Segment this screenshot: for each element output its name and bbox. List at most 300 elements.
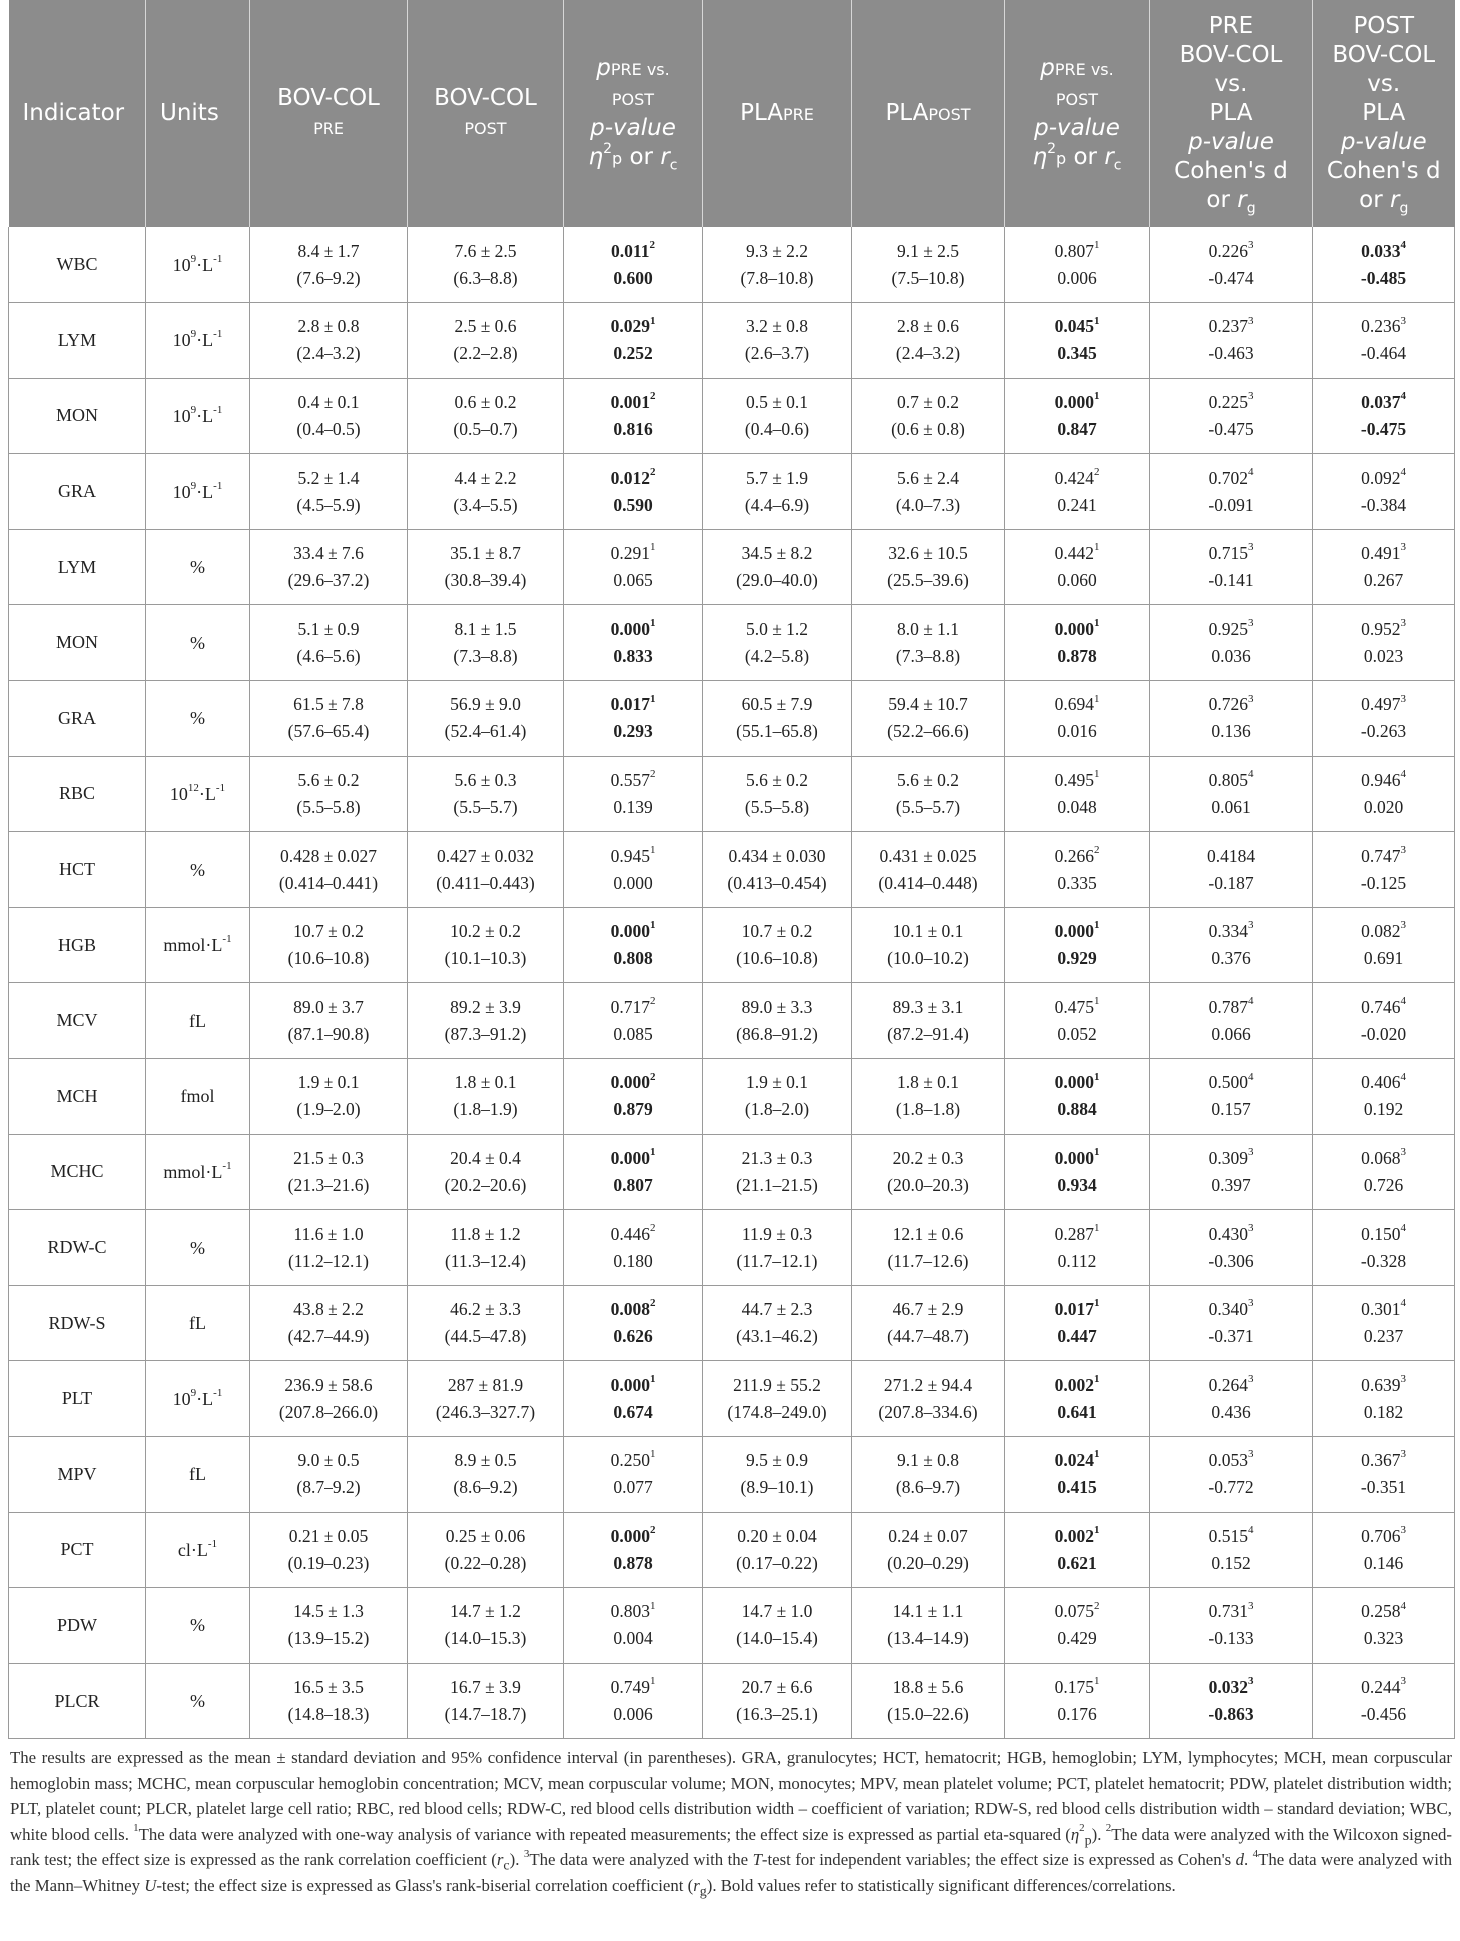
- cell-pla-pre: [703, 303, 852, 379]
- mean-sd: 18.8 ± 5.6: [892, 1677, 964, 1698]
- p-value: 0.000: [1054, 1072, 1094, 1093]
- cell-indicator: MON: [9, 378, 146, 454]
- cell-p-bov: [564, 1134, 703, 1210]
- effect-size: 0.626: [613, 1326, 653, 1347]
- mean-sd: 1.8 ± 0.1: [896, 1072, 960, 1093]
- p-value: 0.805: [1208, 769, 1248, 790]
- cell-indicator: HCT: [9, 832, 146, 908]
- cell-p-bov: [564, 303, 703, 379]
- cell-unit: [146, 454, 250, 530]
- p-value: 0.082: [1361, 921, 1401, 942]
- confidence-interval: (44.7–48.7): [887, 1326, 969, 1347]
- effect-size: -0.020: [1360, 1023, 1407, 1044]
- effect-size: 0.085: [613, 1023, 653, 1044]
- cell-pla-post: [852, 227, 1005, 303]
- effect-size: -0.464: [1360, 343, 1407, 364]
- mean-sd: 2.8 ± 0.8: [297, 316, 360, 337]
- test-marker: 4: [1400, 1297, 1406, 1310]
- mean-sd: 43.8 ± 2.2: [293, 1299, 364, 1320]
- test-marker: 1: [1093, 1448, 1100, 1461]
- mean-sd: 211.9 ± 55.2: [733, 1374, 821, 1395]
- effect-size: 0.136: [1211, 721, 1251, 742]
- cell-bov-col-pre: [250, 681, 408, 757]
- p-value: 0.150: [1361, 1223, 1401, 1244]
- unit-base: fL: [189, 1464, 206, 1485]
- confidence-interval: (8.6–9.7): [895, 1477, 961, 1498]
- test-marker: 1: [649, 1146, 656, 1159]
- test-marker: 3: [1400, 1675, 1406, 1688]
- unit-sup2: -1: [213, 1386, 223, 1399]
- p-value: 0.175: [1054, 1677, 1094, 1698]
- p-value: 0.291: [610, 543, 650, 564]
- unit-base: %: [190, 708, 205, 729]
- unit-sup: 9: [190, 1386, 197, 1399]
- cell-unit: [146, 1285, 250, 1361]
- mean-sd: 16.7 ± 3.9: [450, 1677, 521, 1698]
- cell-pla-pre: [703, 983, 852, 1059]
- mean-sd: 16.5 ± 3.5: [293, 1677, 364, 1698]
- confidence-interval: (0.19–0.23): [287, 1552, 370, 1573]
- cell-pla-post: [852, 832, 1005, 908]
- effect-size: -0.263: [1360, 721, 1407, 742]
- table-row: [9, 983, 1455, 1059]
- cell-p-bov: [564, 605, 703, 681]
- cell-pla-post: [852, 1361, 1005, 1437]
- p-value: 0.017: [1054, 1299, 1094, 1320]
- mean-sd: 1.8 ± 0.1: [454, 1072, 517, 1093]
- cell-pla-pre: [703, 1285, 852, 1361]
- table-row: [9, 1512, 1455, 1588]
- confidence-interval: (2.4–3.2): [296, 343, 361, 364]
- cell-pla-pre: [703, 227, 852, 303]
- confidence-interval: (0.4–0.5): [296, 418, 361, 439]
- p-value: 0.000: [610, 921, 650, 942]
- header-bov-col-post: BOV-COL POST: [408, 0, 564, 227]
- mean-sd: 12.1 ± 0.6: [892, 1223, 964, 1244]
- effect-size: -0.485: [1360, 267, 1407, 288]
- cell-pla-post: [852, 1663, 1005, 1739]
- confidence-interval: (55.1–65.8): [736, 721, 818, 742]
- p-value: 0.945: [610, 845, 650, 866]
- cell-pla-post: [852, 983, 1005, 1059]
- mean-sd: 89.2 ± 3.9: [450, 996, 521, 1017]
- effect-size: -0.863: [1208, 1704, 1254, 1725]
- effect-size: 0.878: [613, 1552, 653, 1573]
- confidence-interval: (87.1–90.8): [287, 1023, 370, 1044]
- table-body: [9, 227, 1455, 1739]
- test-marker: 3: [1247, 692, 1254, 705]
- table-row: [9, 1361, 1455, 1437]
- confidence-interval: (11.7–12.6): [887, 1250, 969, 1271]
- cell-bov-col-post: [408, 756, 564, 832]
- mean-sd: 34.5 ± 8.2: [741, 543, 813, 564]
- mean-sd: 10.1 ± 0.1: [892, 921, 964, 942]
- mean-sd: 0.6 ± 0.2: [454, 391, 517, 412]
- unit-base: 10: [172, 330, 191, 351]
- cell-post-comparison: [1313, 378, 1455, 454]
- cell-unit: [146, 227, 250, 303]
- p-value: 0.000: [610, 618, 650, 639]
- unit-base: %: [190, 859, 205, 880]
- p-value: 0.266: [1054, 845, 1094, 866]
- p-value: 0.715: [1208, 543, 1248, 564]
- effect-size: -0.463: [1208, 343, 1254, 364]
- cell-p-pla: [1005, 1285, 1150, 1361]
- cell-pla-pre: [703, 378, 852, 454]
- effect-size: 0.052: [1057, 1023, 1097, 1044]
- cell-p-bov: [564, 529, 703, 605]
- cell-unit: [146, 1134, 250, 1210]
- effect-size: -0.475: [1360, 418, 1407, 439]
- mean-sd: 5.2 ± 1.4: [297, 467, 360, 488]
- p-value: 0.749: [610, 1677, 650, 1698]
- confidence-interval: (87.3–91.2): [444, 1023, 527, 1044]
- unit-base: 10: [172, 1388, 191, 1409]
- effect-size: 0.267: [1363, 570, 1404, 591]
- unit-rest: ·L: [196, 254, 214, 275]
- cell-p-bov: [564, 681, 703, 757]
- cell-p-bov: [564, 983, 703, 1059]
- test-marker: 3: [1400, 1448, 1406, 1461]
- p-value: 0.002: [1054, 1525, 1094, 1546]
- effect-size: 0.674: [613, 1401, 653, 1422]
- mean-sd: 61.5 ± 7.8: [293, 694, 364, 715]
- cell-p-pla: [1005, 605, 1150, 681]
- test-marker: 4: [1400, 238, 1406, 251]
- mean-sd: 0.434 ± 0.030: [728, 845, 826, 866]
- unit-base: %: [190, 557, 205, 578]
- cell-p-bov: [564, 1663, 703, 1739]
- cell-p-pla: [1005, 1361, 1150, 1437]
- cell-p-pla: [1005, 832, 1150, 908]
- test-marker: 2: [649, 994, 656, 1007]
- p-value: 0.491: [1361, 543, 1401, 564]
- confidence-interval: (0.22–0.28): [444, 1552, 527, 1573]
- confidence-interval: (0.411–0.443): [436, 872, 535, 893]
- p-value: 0.497: [1361, 694, 1401, 715]
- test-marker: 1: [649, 314, 656, 327]
- cell-p-pla: [1005, 681, 1150, 757]
- effect-size: 0.048: [1057, 796, 1097, 817]
- unit-sup: 9: [190, 252, 197, 265]
- p-value: 0.430: [1208, 1223, 1248, 1244]
- p-value: 0.515: [1208, 1525, 1248, 1546]
- p-value: 0.011: [611, 240, 650, 261]
- effect-size: -0.306: [1208, 1250, 1254, 1271]
- table-container: [8, 0, 1454, 1898]
- effect-size: 0.879: [613, 1099, 653, 1120]
- p-value: 0.092: [1361, 467, 1401, 488]
- unit-sup2: -1: [215, 781, 226, 794]
- cell-pla-post: [852, 1437, 1005, 1513]
- effect-size: 0.833: [613, 645, 653, 666]
- cell-p-pla: [1005, 227, 1150, 303]
- cell-indicator: HGB: [9, 907, 146, 983]
- test-marker: 1: [649, 1372, 656, 1385]
- mean-sd: 1.9 ± 0.1: [745, 1072, 809, 1093]
- test-marker: 1: [1093, 1297, 1100, 1310]
- table-row: [9, 1210, 1455, 1286]
- cell-bov-col-pre: [250, 1437, 408, 1513]
- effect-size: 0.241: [1057, 494, 1097, 515]
- mean-sd: 44.7 ± 2.3: [741, 1299, 813, 1320]
- p-value: 0.017: [610, 694, 650, 715]
- cell-bov-col-post: [408, 605, 564, 681]
- p-value: 0.747: [1361, 845, 1401, 866]
- cell-indicator: PLT: [9, 1361, 146, 1437]
- test-marker: 4: [1247, 1070, 1254, 1083]
- mean-sd: 0.427 ± 0.032: [436, 845, 535, 866]
- mean-sd: 11.8 ± 1.2: [450, 1223, 521, 1244]
- mean-sd: 14.1 ± 1.1: [892, 1601, 964, 1622]
- cell-pla-post: [852, 681, 1005, 757]
- confidence-interval: (4.4–6.9): [744, 494, 810, 515]
- cell-pre-comparison: [1150, 1134, 1313, 1210]
- effect-size: 0.237: [1363, 1326, 1404, 1347]
- cell-pre-comparison: [1150, 303, 1313, 379]
- cell-pla-pre: [703, 529, 852, 605]
- effect-size: 0.691: [1363, 948, 1404, 969]
- cell-bov-col-post: [408, 378, 564, 454]
- p-value: 0.807: [1054, 240, 1094, 261]
- test-marker: 1: [1093, 919, 1100, 932]
- unit-rest: ·L: [196, 405, 214, 426]
- mean-sd: 9.1 ± 0.8: [896, 1450, 960, 1471]
- p-value: 0.000: [1054, 391, 1094, 412]
- table-header: [9, 0, 1455, 227]
- confidence-interval: (86.8–91.2): [736, 1023, 818, 1044]
- p-value: 0.032: [1208, 1677, 1248, 1698]
- confidence-interval: (14.7–18.7): [444, 1704, 527, 1725]
- test-marker: 2: [649, 1070, 656, 1083]
- table-row: [9, 1663, 1455, 1739]
- confidence-interval: (16.3–25.1): [736, 1704, 818, 1725]
- cell-pre-comparison: [1150, 605, 1313, 681]
- cell-pla-pre: [703, 1210, 852, 1286]
- cell-bov-col-post: [408, 303, 564, 379]
- effect-size: 0.077: [613, 1477, 653, 1498]
- unit-base: 10: [169, 783, 188, 804]
- cell-unit: [146, 832, 250, 908]
- cell-indicator: LYM: [9, 303, 146, 379]
- test-marker: 3: [1400, 616, 1406, 629]
- mean-sd: 5.6 ± 0.3: [454, 769, 517, 790]
- unit-sup: 9: [190, 479, 197, 492]
- table-row: [9, 681, 1455, 757]
- cell-unit: [146, 1210, 250, 1286]
- cell-p-bov: [564, 1361, 703, 1437]
- cell-unit: [146, 1361, 250, 1437]
- effect-size: 0.192: [1363, 1099, 1404, 1120]
- test-marker: 1: [1093, 238, 1100, 251]
- effect-size: -0.384: [1360, 494, 1407, 515]
- effect-size: 0.323: [1363, 1628, 1404, 1649]
- confidence-interval: (0.413–0.454): [727, 872, 827, 893]
- test-marker: 2: [649, 768, 656, 781]
- effect-size: 0.006: [1057, 267, 1097, 288]
- unit-base: %: [190, 632, 205, 653]
- effect-size: 0.176: [1057, 1704, 1097, 1725]
- confidence-interval: (4.2–5.8): [744, 645, 810, 666]
- p-value: 0.694: [1054, 694, 1094, 715]
- cell-indicator: MCV: [9, 983, 146, 1059]
- effect-size: 0.036: [1211, 645, 1251, 666]
- cell-pla-pre: [703, 1361, 852, 1437]
- confidence-interval: (0.17–0.22): [736, 1552, 818, 1573]
- header-post-comparison: POST BOV-COL vs. PLA p-value Cohen's d or $r_g$: [1313, 0, 1455, 227]
- test-marker: 1: [649, 919, 656, 932]
- effect-size: 0.139: [613, 796, 653, 817]
- mean-sd: 20.7 ± 6.6: [741, 1677, 813, 1698]
- cell-post-comparison: [1313, 227, 1455, 303]
- mean-sd: 7.6 ± 2.5: [454, 240, 517, 261]
- mean-sd: 8.0 ± 1.1: [896, 618, 960, 639]
- test-marker: 1: [1093, 1146, 1100, 1159]
- effect-size: -0.187: [1208, 872, 1254, 893]
- test-marker: 3: [1247, 314, 1254, 327]
- confidence-interval: (246.3–327.7): [435, 1401, 536, 1422]
- cell-bov-col-post: [408, 1210, 564, 1286]
- header-indicator: Indicator: [9, 0, 146, 227]
- unit-rest: ·L: [196, 330, 214, 351]
- confidence-interval: (11.2–12.1): [287, 1250, 369, 1271]
- effect-size: 0.397: [1211, 1174, 1251, 1195]
- confidence-interval: (11.3–12.4): [444, 1250, 526, 1271]
- mean-sd: 10.7 ± 0.2: [741, 921, 813, 942]
- effect-size: 0.429: [1057, 1628, 1097, 1649]
- unit-base: %: [190, 1615, 205, 1636]
- test-marker: 2: [649, 1221, 656, 1234]
- mean-sd: 0.20 ± 0.04: [737, 1525, 817, 1546]
- table-row: [9, 529, 1455, 605]
- p-value: 0.500: [1208, 1072, 1248, 1093]
- effect-size: 0.447: [1057, 1326, 1097, 1347]
- confidence-interval: (30.8–39.4): [444, 570, 527, 591]
- confidence-interval: (0.414–0.441): [278, 872, 379, 893]
- cell-post-comparison: [1313, 1663, 1455, 1739]
- p-value: 0.309: [1208, 1147, 1248, 1168]
- cell-pre-comparison: [1150, 907, 1313, 983]
- cell-indicator: PLCR: [9, 1663, 146, 1739]
- header-pla-post: PLAPOST: [852, 0, 1005, 227]
- cell-indicator: LYM: [9, 529, 146, 605]
- mean-sd: 33.4 ± 7.6: [293, 543, 364, 564]
- confidence-interval: (1.8–1.9): [453, 1099, 518, 1120]
- cell-unit: [146, 303, 250, 379]
- confidence-interval: (52.4–61.4): [444, 721, 527, 742]
- cell-pla-post: [852, 605, 1005, 681]
- effect-size: 0.726: [1363, 1174, 1404, 1195]
- p-value: 0.717: [610, 996, 650, 1017]
- cell-post-comparison: [1313, 454, 1455, 530]
- test-marker: 1: [1093, 1675, 1100, 1688]
- table-row: [9, 1134, 1455, 1210]
- cell-post-comparison: [1313, 1437, 1455, 1513]
- effect-size: 0.878: [1057, 645, 1097, 666]
- cell-pre-comparison: [1150, 1210, 1313, 1286]
- confidence-interval: (11.7–12.1): [736, 1250, 818, 1271]
- effect-size: 0.180: [613, 1250, 653, 1271]
- mean-sd: 9.5 ± 0.9: [745, 1450, 809, 1471]
- cell-bov-col-pre: [250, 832, 408, 908]
- cell-unit: [146, 529, 250, 605]
- p-value: 0.424: [1054, 467, 1094, 488]
- p-value: 0.4184: [1206, 845, 1256, 866]
- mean-sd: 5.6 ± 0.2: [896, 769, 960, 790]
- p-value: 0.706: [1361, 1525, 1401, 1546]
- confidence-interval: (0.414–0.448): [878, 872, 978, 893]
- cell-indicator: PCT: [9, 1512, 146, 1588]
- test-marker: 3: [1247, 1599, 1254, 1612]
- cell-pla-post: [852, 756, 1005, 832]
- cell-bov-col-pre: [250, 303, 408, 379]
- effect-size: -0.475: [1208, 418, 1254, 439]
- test-marker: 2: [649, 1297, 656, 1310]
- unit-sup: 12: [187, 781, 199, 794]
- cell-post-comparison: [1313, 1134, 1455, 1210]
- mean-sd: 5.6 ± 0.2: [745, 769, 809, 790]
- unit-base: fmol: [180, 1086, 215, 1107]
- cell-post-comparison: [1313, 1210, 1455, 1286]
- mean-sd: 0.7 ± 0.2: [896, 391, 960, 412]
- mean-sd: 14.7 ± 1.0: [741, 1601, 813, 1622]
- table-row: [9, 303, 1455, 379]
- cell-p-bov: [564, 1512, 703, 1588]
- mean-sd: 56.9 ± 9.0: [450, 694, 521, 715]
- cell-bov-col-post: [408, 1134, 564, 1210]
- cell-post-comparison: [1313, 756, 1455, 832]
- table-row: [9, 1285, 1455, 1361]
- mean-sd: 0.21 ± 0.05: [288, 1525, 369, 1546]
- cell-bov-col-pre: [250, 907, 408, 983]
- confidence-interval: (2.6–3.7): [744, 343, 810, 364]
- confidence-interval: (52.2–66.6): [887, 721, 969, 742]
- confidence-interval: (4.5–5.9): [296, 494, 361, 515]
- cell-bov-col-pre: [250, 1512, 408, 1588]
- mean-sd: 89.0 ± 3.7: [293, 996, 364, 1017]
- cell-p-pla: [1005, 303, 1150, 379]
- confidence-interval: (207.8–334.6): [878, 1401, 978, 1422]
- effect-size: -0.474: [1208, 267, 1254, 288]
- p-value: 0.726: [1208, 694, 1248, 715]
- effect-size: 0.023: [1363, 645, 1404, 666]
- unit-base: %: [190, 1237, 205, 1258]
- cell-pla-pre: [703, 1588, 852, 1664]
- p-value: 0.226: [1208, 240, 1248, 261]
- effect-size: 0.020: [1363, 796, 1404, 817]
- header-bov-col-pre: BOV-COL PRE: [250, 0, 408, 227]
- mean-sd: 59.4 ± 10.7: [888, 694, 968, 715]
- cell-indicator: GRA: [9, 454, 146, 530]
- p-value: 0.225: [1208, 391, 1248, 412]
- test-marker: 1: [649, 1675, 656, 1688]
- effect-size: 0.146: [1363, 1552, 1404, 1573]
- cell-pla-pre: [703, 1663, 852, 1739]
- p-value: 0.952: [1361, 618, 1401, 639]
- test-marker: 1: [649, 692, 656, 705]
- cell-unit: [146, 1663, 250, 1739]
- test-marker: 3: [1247, 1221, 1254, 1234]
- cell-pla-post: [852, 1512, 1005, 1588]
- confidence-interval: (0.20–0.29): [887, 1552, 969, 1573]
- effect-size: 0.060: [1057, 570, 1097, 591]
- test-marker: 1: [1093, 692, 1100, 705]
- confidence-interval: (7.3–8.8): [453, 645, 518, 666]
- unit-sup2: -1: [213, 479, 223, 492]
- test-marker: 3: [1247, 1372, 1254, 1385]
- cell-pre-comparison: [1150, 378, 1313, 454]
- effect-size: -0.772: [1208, 1477, 1254, 1498]
